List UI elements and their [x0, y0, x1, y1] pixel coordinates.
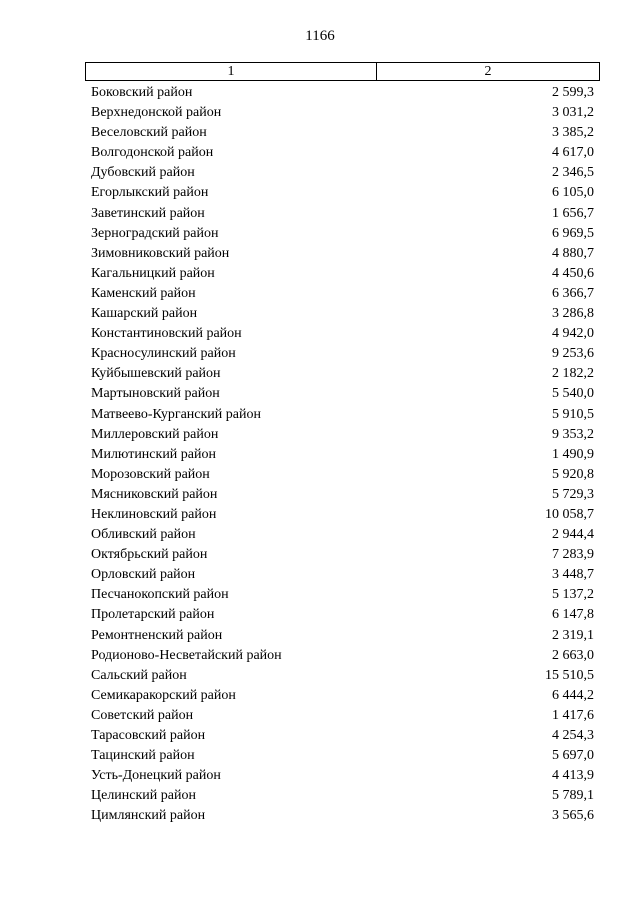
table-row [85, 806, 600, 826]
district-name-cell: Морозовский район [91, 466, 210, 482]
table-header-row [85, 62, 600, 81]
district-name-cell: Неклиновский район [91, 506, 217, 522]
table-row [85, 284, 600, 304]
district-name-cell: Тацинский район [91, 748, 195, 764]
table-row [85, 204, 600, 224]
district-name-cell: Куйбышевский район [91, 366, 221, 382]
district-name-cell: Матвеево-Курганский район [91, 406, 261, 422]
table-row [85, 545, 600, 565]
table-row [85, 224, 600, 244]
table-row [85, 364, 600, 384]
table-row [85, 686, 600, 706]
district-name-cell: Орловский район [91, 567, 196, 583]
table-row [85, 344, 600, 364]
district-value-cell: 5 137,2 [552, 587, 594, 603]
table-row [85, 565, 600, 585]
district-value-cell: 5 697,0 [552, 748, 594, 764]
table-row [85, 505, 600, 525]
district-name-cell: Мясниковский район [91, 486, 218, 502]
table-row [85, 103, 600, 123]
district-value-cell: 9 353,2 [552, 426, 594, 442]
table-row [85, 786, 600, 806]
table-row [85, 264, 600, 284]
district-name-cell: Верхнедонской район [91, 105, 222, 121]
district-name-cell: Пролетарский район [91, 607, 215, 623]
district-value-cell: 4 942,0 [552, 326, 594, 342]
district-name-cell: Обливский район [91, 527, 196, 543]
district-value-cell: 4 617,0 [552, 145, 594, 161]
district-name-cell: Дубовский район [91, 165, 195, 181]
table-row [85, 746, 600, 766]
district-name-cell: Сальский район [91, 667, 187, 683]
district-value-cell: 4 450,6 [552, 265, 594, 281]
district-value-cell: 5 910,5 [552, 406, 594, 422]
district-value-cell: 3 286,8 [552, 306, 594, 322]
district-name-cell: Целинский район [91, 788, 196, 804]
district-name-cell: Егорлыкский район [91, 185, 209, 201]
district-name-cell: Веселовский район [91, 125, 207, 141]
district-value-cell: 10 058,7 [545, 506, 594, 522]
district-name-cell: Красносулинский район [91, 346, 236, 362]
district-name-cell: Каменский район [91, 285, 196, 301]
district-value-cell: 6 147,8 [552, 607, 594, 623]
page-number: 1166 [305, 28, 335, 44]
table-row [85, 405, 600, 425]
district-value-cell: 2 346,5 [552, 165, 594, 181]
district-value-cell: 3 385,2 [552, 125, 594, 141]
district-name-cell: Усть-Донецкий район [91, 768, 221, 784]
table-row [85, 465, 600, 485]
table-row [85, 585, 600, 605]
district-value-cell: 6 366,7 [552, 285, 594, 301]
district-value-cell: 5 540,0 [552, 386, 594, 402]
table-row [85, 726, 600, 746]
district-name-cell: Миллеровский район [91, 426, 219, 442]
district-name-cell: Советский район [91, 707, 194, 723]
district-value-cell: 1 417,6 [552, 707, 594, 723]
district-name-cell: Ремонтненский район [91, 627, 223, 643]
district-name-cell: Песчанокопский район [91, 587, 229, 603]
district-name-cell: Родионово-Несветайский район [91, 647, 282, 663]
column-header-1: 1 [86, 63, 377, 80]
district-name-cell: Зимовниковский район [91, 245, 230, 261]
column-header-2: 2 [484, 64, 492, 79]
district-value-cell: 5 729,3 [552, 486, 594, 502]
district-value-cell: 7 283,9 [552, 547, 594, 563]
district-value-cell: 3 031,2 [552, 105, 594, 121]
district-value-cell: 15 510,5 [545, 667, 594, 683]
district-name-cell: Мартыновский район [91, 386, 220, 402]
district-name-cell: Константиновский район [91, 326, 242, 342]
district-value-cell: 2 944,4 [552, 527, 594, 543]
table-row [85, 766, 600, 786]
table-row [85, 646, 600, 666]
district-name-cell: Тарасовский район [91, 728, 206, 743]
table-body [85, 83, 600, 826]
table-row [85, 425, 600, 445]
district-value-cell: 4 254,3 [552, 728, 594, 743]
district-value-cell: 3 565,6 [552, 808, 594, 824]
table-row [85, 626, 600, 646]
table-row [85, 304, 600, 324]
table-row [85, 666, 600, 686]
district-name-cell: Милютинский район [91, 446, 217, 462]
district-name-cell: Заветинский район [91, 205, 205, 221]
district-value-cell: 9 253,6 [552, 346, 594, 362]
table-row [85, 163, 600, 183]
district-value-cell: 6 105,0 [552, 185, 594, 201]
table-row [85, 485, 600, 505]
district-name-cell: Зерноградский район [91, 225, 219, 241]
district-value-cell: 2 319,1 [552, 627, 594, 643]
district-value-cell: 2 663,0 [552, 647, 594, 663]
district-name-cell: Кашарский район [91, 306, 198, 322]
table-row [85, 83, 600, 103]
district-table [85, 62, 600, 826]
table-row [85, 525, 600, 545]
table-row [85, 445, 600, 465]
district-value-cell: 2 182,2 [552, 366, 594, 382]
district-name-cell: Волгодонской район [91, 145, 214, 161]
table-row [85, 244, 600, 264]
table-row [85, 123, 600, 143]
district-value-cell: 4 880,7 [552, 245, 594, 261]
district-name-cell: Цимлянский район [91, 808, 206, 824]
table-row [85, 605, 600, 625]
district-name-cell: Боковский район [91, 85, 193, 100]
table-row [85, 706, 600, 726]
district-value-cell: 5 920,8 [552, 466, 594, 482]
table-row [85, 183, 600, 203]
table-row [85, 324, 600, 344]
district-value-cell: 6 969,5 [552, 225, 594, 241]
district-value-cell: 1 490,9 [552, 446, 594, 462]
district-name-cell: Семикаракорский район [91, 687, 236, 703]
district-value-cell: 2 599,3 [552, 85, 594, 100]
district-value-cell: 6 444,2 [552, 687, 594, 703]
district-value-cell: 5 789,1 [552, 788, 594, 804]
district-value-cell: 4 413,9 [552, 768, 594, 784]
table-row [85, 384, 600, 404]
district-name-cell: Октябрьский район [91, 547, 208, 563]
district-value-cell: 3 448,7 [552, 567, 594, 583]
table-row [85, 143, 600, 163]
district-name-cell: Кагальницкий район [91, 265, 215, 281]
district-value-cell: 1 656,7 [552, 205, 594, 221]
